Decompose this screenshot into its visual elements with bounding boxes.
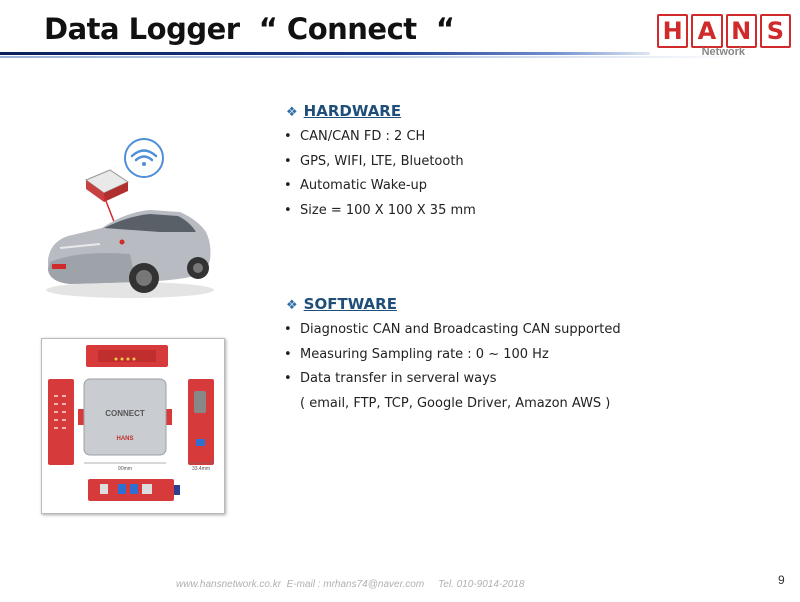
logo-letter: A [691,14,722,48]
diamond-bullet-icon: ❖ [286,298,298,313]
logo-letter: S [760,14,791,48]
dimension-width: 90mm [118,466,132,472]
wifi-icon [125,139,163,177]
software-heading [286,295,397,313]
device-drawing [41,338,225,514]
list-item-continuation: ( email, FTP, TCP, Google Driver, Amazon AWS ) [300,395,611,411]
list-item: • Automatic Wake-up [284,178,428,193]
list-item: • Diagnostic CAN and Broadcasting CAN supported [284,322,621,337]
list-item: • Data transfer in serveral ways [284,371,497,386]
diamond-bullet-icon: ❖ [286,105,298,120]
list-item: • GPS, WIFI, LTE, Bluetooth [284,153,464,169]
software-heading-text: SOFTWARE [303,295,397,313]
software-list [284,318,621,416]
hardware-heading-text: HARDWARE [303,102,402,120]
logo-letter: N [726,14,757,48]
title-rule [0,52,650,55]
page-number: 9 [778,573,785,587]
logger-device-icon [86,170,128,202]
device-label: CONNECT [105,409,145,418]
page-title: Data Logger “ Connect “ [44,12,455,46]
hardware-heading [286,102,401,120]
hardware-list [284,125,476,223]
device-brand: HANS [116,436,134,442]
footer-contact: www.hansnetwork.co.kr E-mail : mrhans74@naver.com Tel. 010-9014-2018 [176,579,525,590]
dimension-depth: 33.4mm [191,466,211,472]
car-icon [46,210,214,298]
list-item: • Size = 100 X 100 X 35 mm [284,202,476,218]
car-illustration [40,132,220,302]
logo-subtitle: Network [701,46,745,58]
list-item: • CAN/CAN FD : 2 CH [284,129,426,144]
list-item: • Measuring Sampling rate : 0 ~ 100 Hz [284,346,549,362]
hans-logo [657,14,791,60]
title-rule-light [0,56,760,58]
logo-letter: H [657,14,688,48]
